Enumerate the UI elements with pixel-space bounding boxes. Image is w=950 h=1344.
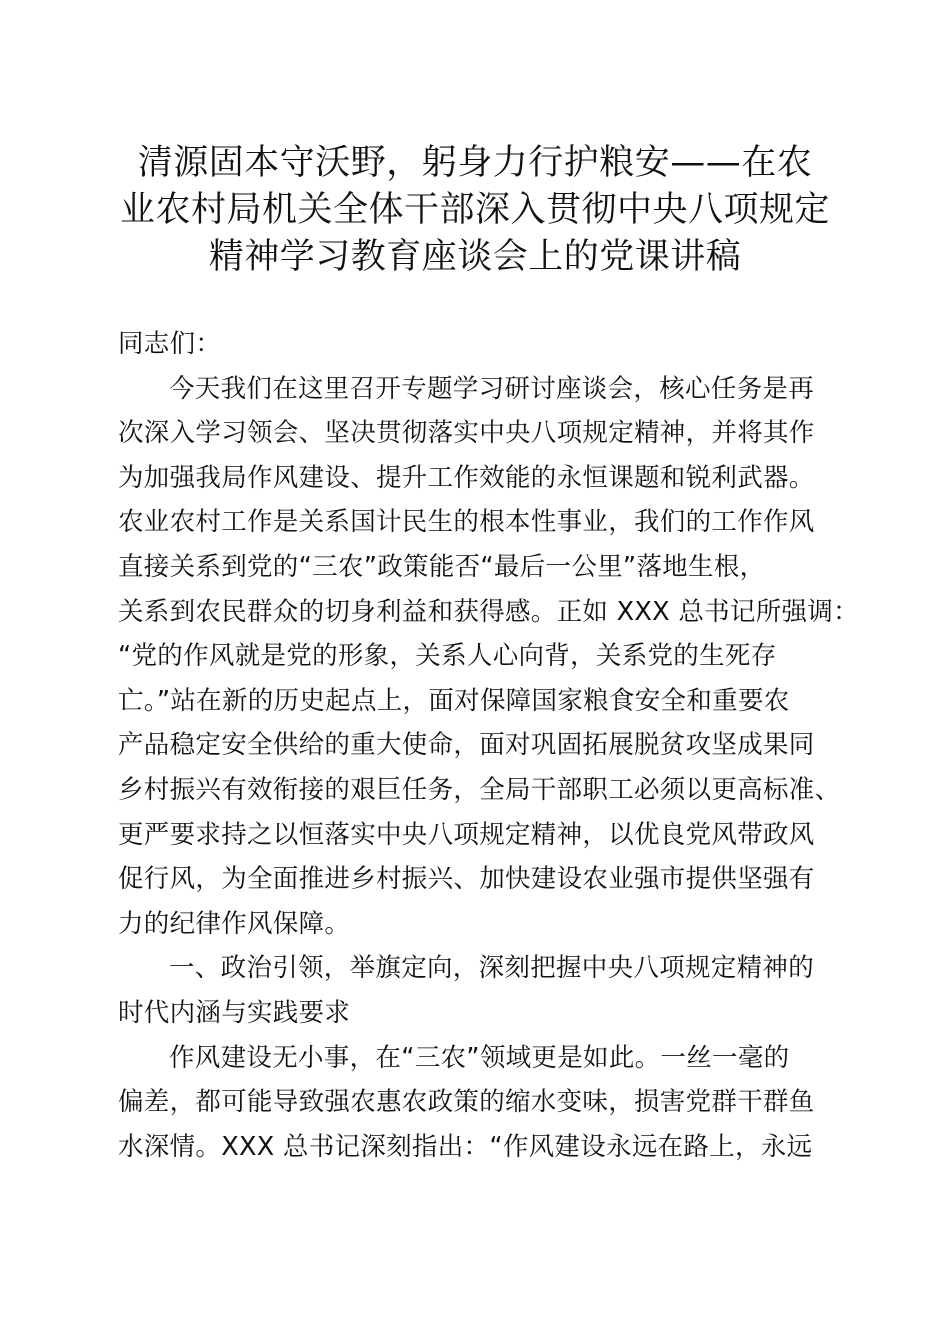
paragraph-line: 力的纪律作风保障。 <box>118 908 351 939</box>
paragraph-line: 促行风，为全面推进乡村振兴、加快建设农业强市提供坚强有 <box>118 864 815 895</box>
paragraph-opening <box>118 367 859 947</box>
paragraph-line: 水深情。XXX 总书记深刻指出：“作风建设永远在路上，永远 <box>118 1131 813 1162</box>
heading-line: 一、政治引领，举旗定向，深刻把握中央八项规定精神的 <box>169 953 815 984</box>
paragraph-line: 亡。”站在新的历史起点上，面对保障国家粮食安全和重要农 <box>118 685 790 716</box>
document-title <box>118 140 832 281</box>
paragraph-line: 农业农村工作是关系国计民生的根本性事业，我们的工作作风 <box>118 507 815 538</box>
title-line: 清源固本守沃野，躬身力行护粮安——在农 <box>137 143 813 183</box>
paragraph-line: “党的作风就是党的形象，关系人心向背，关系党的生死存 <box>118 641 777 672</box>
paragraph-line: 更严要求持之以恒落实中央八项规定精神，以优良党风带政风 <box>118 819 815 850</box>
paragraph-line: 产品稳定安全供给的重大使命，面对巩固拓展脱贫攻坚成果同 <box>118 730 815 761</box>
section-heading <box>118 946 832 1035</box>
title-line: 业农村局机关全体干部深入贯彻中央八项规定 <box>119 190 830 230</box>
paragraph-line: 次深入学习领会、坚决贯彻落实中央八项规定精神，并将其作 <box>118 418 815 449</box>
title-line: 精神学习教育座谈会上的党课讲稿 <box>208 237 742 277</box>
paragraph-line: 今天我们在这里召开专题学习研讨座谈会，核心任务是再 <box>169 373 815 404</box>
paragraph-line: 作风建设无小事，在“三农”领域更是如此。一丝一毫的 <box>169 1042 790 1073</box>
paragraph-line: 关系到农民群众的切身利益和获得感。正如 XXX 总书记所强调： <box>118 596 859 627</box>
heading-line: 时代内涵与实践要求 <box>118 997 351 1028</box>
paragraph-line: 乡村振兴有效衔接的艰巨任务，全局干部职工必须以更高标准、 <box>118 774 841 805</box>
document-body <box>118 322 859 1169</box>
paragraph-line: 为加强我局作风建设、提升工作效能的永恒课题和锐利武器。 <box>118 462 815 493</box>
paragraph-section1 <box>118 1036 832 1170</box>
paragraph-line: 直接关系到党的“三农”政策能否“最后一公里”落地生根， <box>118 551 766 582</box>
paragraph-line: 偏差，都可能导致强农惠农政策的缩水变味，损害党群干群鱼 <box>118 1087 815 1118</box>
salutation: 同志们： <box>118 329 222 359</box>
